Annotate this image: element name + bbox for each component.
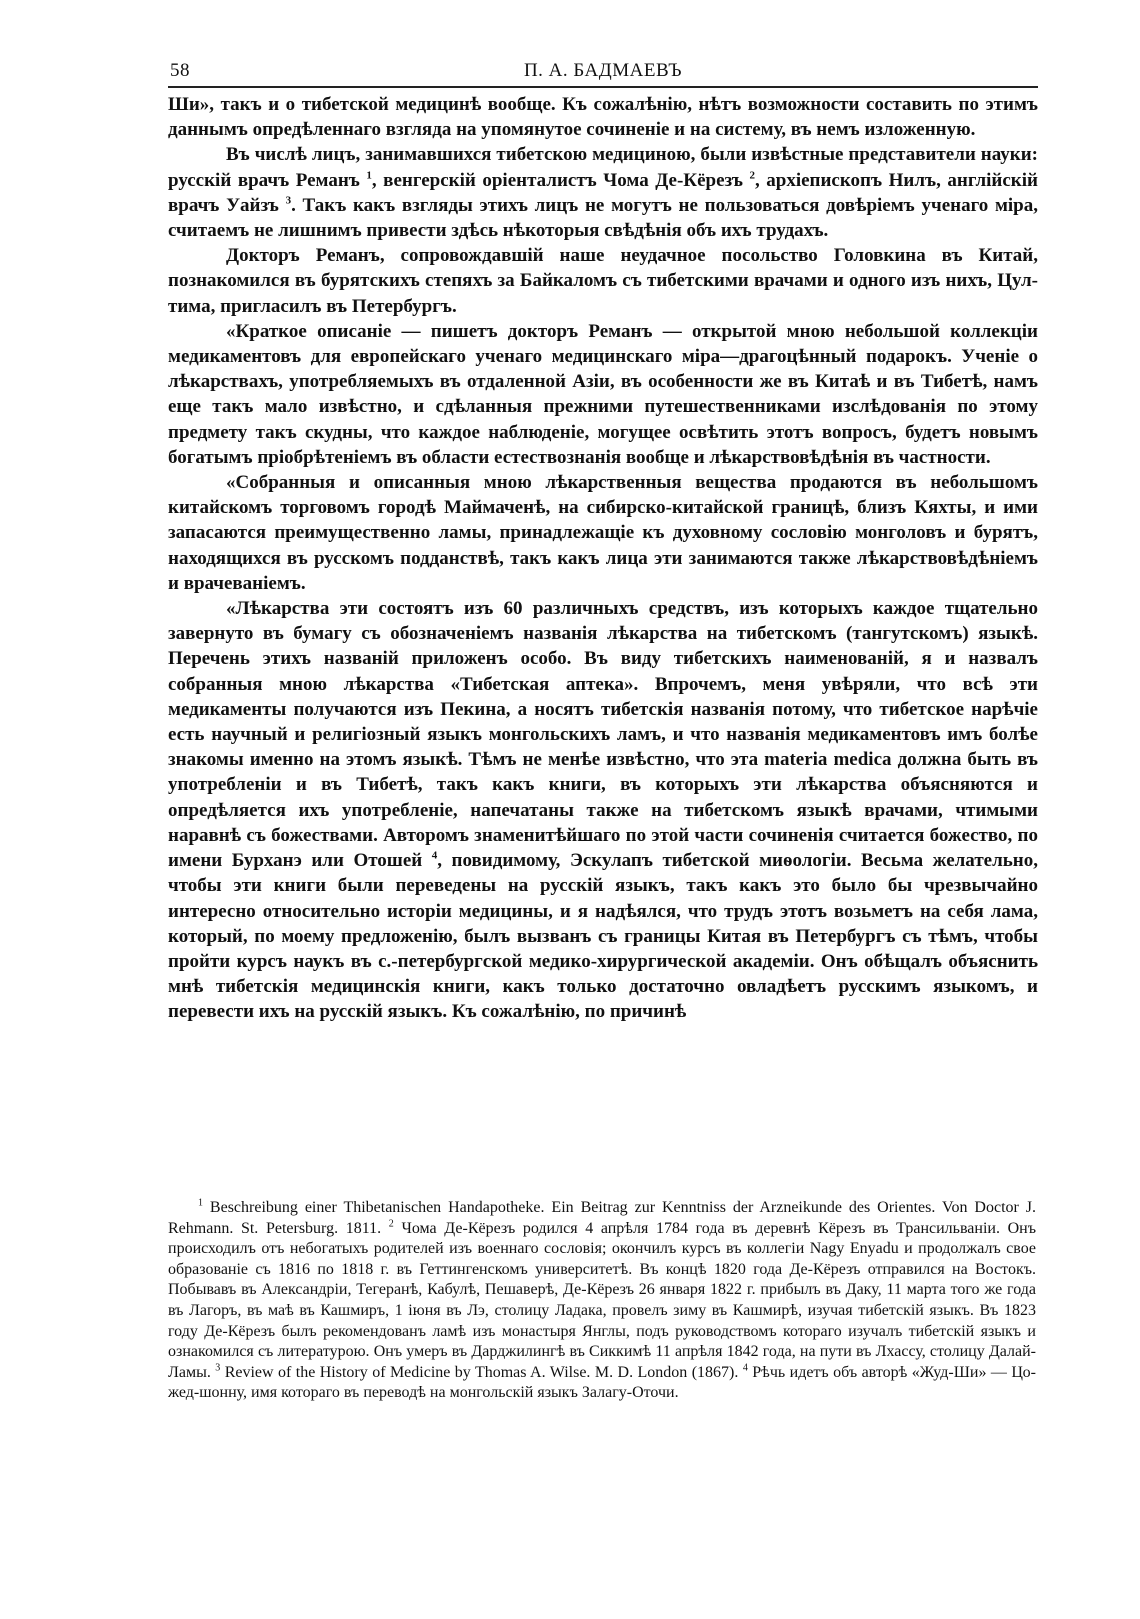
text-run: Review of the History of Medicine by Thomas A. Wilse. M. D. London (1867). bbox=[220, 1363, 743, 1381]
text-run: Ши», такъ и о тибетской медицинѣ вообще. Къ сожалѣнію, нѣтъ возможности составить по этимъ даннымъ опредѣленнаго взгляда на упомянутое сочиненіе и на систему, въ немъ изложенную. bbox=[168, 94, 1038, 141]
text-run: Чома Де-Кёрезъ родился 4 апрѣля 1784 года въ деревнѣ Кёрезъ въ Трансильваніи. Онъ происходилъ отъ небогатыхъ родителей изъ военнаго сословія; окончилъ курсъ въ коллегіи Nagy Enyadu и продолжалъ свое образованіе съ 1816 по 1818 г. въ Геттингенскомъ университетѣ. Въ концѣ 1820 года Де-Кёрезъ отправился на Востокъ. Побывавъ въ Александріи, Тегеранѣ, Кабулѣ, Пешаверѣ, Де-Кёрезъ 26 января 1822 г. прибылъ въ Даку, 11 марта того же года въ Лагоръ, въ маѣ въ Кашмиръ, 1 іюня въ Лэ, столицу Ладака, провелъ зиму въ Кашмирѣ, изучая тибетскій языкъ. Въ 1823 году Де-Кёрезъ былъ рекомендованъ ламѣ изъ монастыря Янглы, подъ руководствомъ котораго изучалъ тибетскій языкъ и ознакомился съ литературою. Онъ умеръ въ Дарджилингѣ въ Сиккимѣ 11 апрѣля 1842 года, на пути въ Лхассу, столицу Далай-Ламы. bbox=[168, 1219, 1036, 1381]
body-text bbox=[168, 92, 1038, 1025]
footnote-marker: 2 bbox=[749, 169, 755, 182]
paragraph bbox=[168, 142, 1038, 243]
paragraph bbox=[168, 243, 1038, 319]
footnote-marker: 2 bbox=[388, 1218, 394, 1230]
footnotes bbox=[168, 1198, 1036, 1404]
text-run: «Лѣкарства эти состоятъ изъ 60 различныхъ средствъ, изъ которыхъ каждое тщательно завернуто въ бумагу съ обозначеніемъ названія лѣкарства на тибетскомъ (тангутскомъ) языкѣ. Перечень этихъ названій приложенъ особо. Въ виду тибетскихъ наименованій, я и назвалъ собранныя мною лѣкарства «Тибетская аптека». Впрочемъ, меня увѣряли, что всѣ эти медикаменты получаются изъ Пекина, а носятъ тибетскія названія потому, что тибетское нарѣчіе есть научный и религіозный языкъ монгольскихъ ламъ, и что названія медикаментовъ имъ болѣе знакомы именно на этомъ языкѣ. Тѣмъ не менѣе извѣстно, что эта materia medica должна быть въ употребленіи и въ Тибетѣ, такъ какъ книги, въ которыхъ эти лѣкарства объясняются и опредѣляется ихъ употребленіе, напечатаны также на тибетскомъ языкѣ врачами, чтимыми наравнѣ съ божествами. Авторомъ знаменитѣйшаго по этой части сочиненія считается божество, по имени Бурханэ или Отошей bbox=[168, 598, 1038, 872]
text-run: . Такъ какъ взгляды этихъ лицъ не могутъ не пользоваться довѣріемъ ученаго міра, считаемъ не лишнимъ привести здѣсь нѣкоторыя свѣдѣнія объ ихъ трудахъ. bbox=[168, 194, 1038, 242]
text-run: , повидимому, Эскулапъ тибетской миѳологіи. Весьма желательно, чтобы эти книги были переведены на русскій языкъ, такъ какъ это было бы чрезвычайно интересно относительно исторіи медицины, и я надѣялся, что трудъ этотъ возьметъ на себя лама, который, по моему предложенію, былъ вызванъ съ границы Китая въ Петербургъ съ тѣмъ, чтобы пройти курсъ наукъ въ с.-петербургской медико-хирургической академіи. Онъ обѣщалъ объяснить мнѣ тибетскія медицинскія книги, какъ только достаточно овладѣетъ русскимъ языкомъ, и перевести ихъ на русскій языкъ. Къ сожалѣнію, по причинѣ bbox=[168, 850, 1038, 1023]
running-head bbox=[168, 56, 1038, 88]
footnote-marker: 1 bbox=[366, 169, 372, 182]
text-run: Докторъ Реманъ, сопровождавшій наше неудачное посольство Головкина въ Китай, познакомился въ бурятскихъ степяхъ за Байкаломъ съ тибетскими врачами и одного изъ нихъ, Цул-тима, пригласилъ въ Петербургъ. bbox=[168, 245, 1038, 317]
page bbox=[168, 56, 1038, 1025]
text-run: «Краткое описаніе — пишетъ докторъ Реманъ — открытой мною небольшой коллекціи медикаментовъ для европейскаго ученаго медицинскаго міра—драгоцѣнный подарокъ. Ученіе о лѣкарствахъ, употребляемыхъ въ отдаленной Азіи, въ особенности же въ Китаѣ и въ Тибетѣ, намъ еще такъ мало извѣстно, и сдѣланныя прежними путешественниками изслѣдованія по этому предмету такъ скудны, что каждое наблюденіе, могущее освѣтить этотъ вопросъ, будетъ новымъ богатымъ пріобрѣтеніемъ въ области естествознанія вообще и лѣкарствовѣдѣнія въ частности. bbox=[168, 320, 1038, 468]
paragraph bbox=[168, 92, 1038, 142]
paragraph bbox=[168, 470, 1038, 596]
text-run: , архіепископъ Нилъ, англійскій врачъ Уайзъ bbox=[168, 169, 1038, 216]
text-run: Beschreibung einer Thibetanischen Handapotheke. Ein Beitrag zur Kenntniss der Arzneikunde des Orientes. Von Doctor J. Rehmann. St. Petersburg. 1811. bbox=[168, 1199, 1036, 1237]
running-title: П. А. БАДМАЕВЪ bbox=[523, 60, 683, 81]
footnote-marker: 4 bbox=[742, 1362, 748, 1374]
footnote-marker: 1 bbox=[198, 1197, 203, 1209]
text-run: Рѣчь идетъ объ авторѣ «Жуд-Ши» — Цо-жед-шонну, имя котораго въ переводѣ на монгольскій языкъ Залагу-Оточи. bbox=[168, 1363, 1037, 1402]
footnote-marker: 4 bbox=[431, 849, 438, 862]
page-number: 58 bbox=[170, 60, 190, 81]
paragraph bbox=[168, 319, 1038, 470]
footnote-marker: 3 bbox=[285, 194, 292, 207]
text-run: Въ числѣ лицъ, занимавшихся тибетскою медициною, были извѣстные представители науки: русскій врачъ Реманъ bbox=[168, 144, 1038, 191]
text-run: , венгерскій оріенталистъ Чома Де-Кёрезъ bbox=[371, 169, 750, 191]
footnote-marker: 3 bbox=[215, 1362, 221, 1374]
paragraph bbox=[168, 596, 1038, 1024]
text-run: «Собранныя и описанныя мною лѣкарственныя вещества продаются въ небольшомъ китайскомъ торговомъ городѣ Маймаченѣ, на сибирско-китайской границѣ, близъ Кяхты, и ими запасаются преимущественно ламы, принадлежащіе къ духовному сословію монголовъ и бурятъ, находящихся въ русскомъ подданствѣ, такъ какъ лица эти занимаются также лѣкарствовѣдѣніемъ и врачеваніемъ. bbox=[168, 472, 1038, 594]
